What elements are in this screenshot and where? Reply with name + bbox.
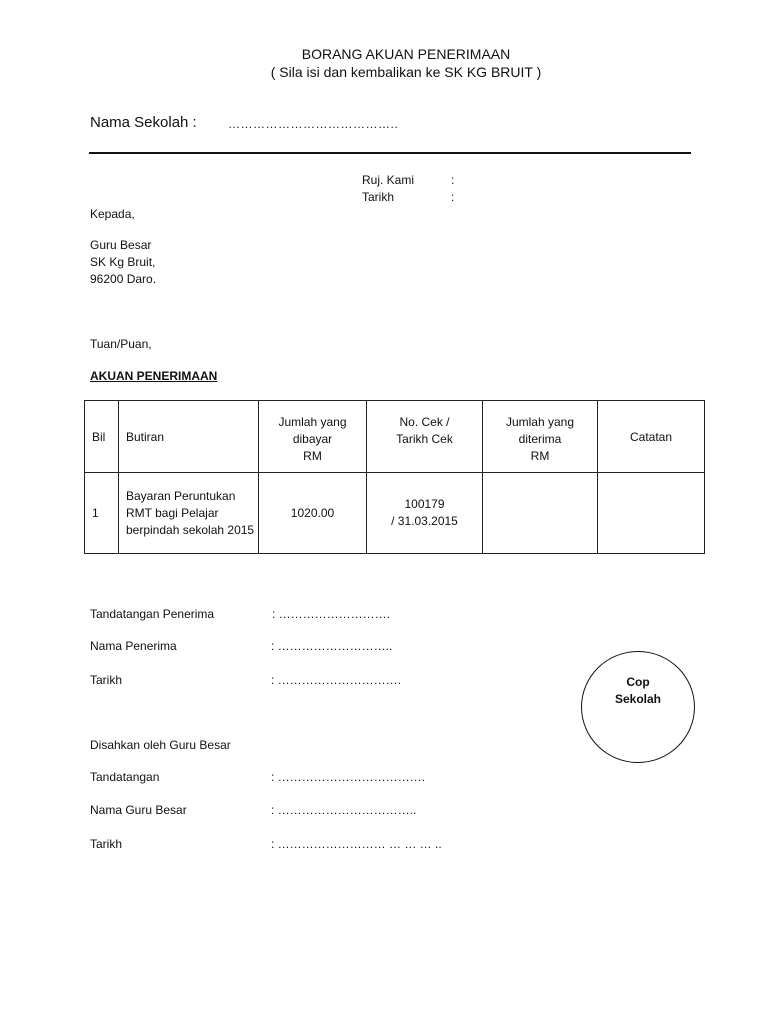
school-stamp-circle [581, 651, 695, 763]
header-divider [89, 152, 691, 154]
cell-no-cek-line: / 31.03.2015 [391, 514, 458, 528]
ruj-kami-colon: : [451, 173, 455, 187]
salutation: Tuan/Puan, [90, 337, 152, 351]
cell-catatan[interactable] [598, 473, 705, 554]
header-butiran: Butiran [119, 401, 259, 473]
recipient-signature-field[interactable]: : ………………………. [272, 607, 391, 621]
stamp-line-1: Cop [626, 675, 650, 689]
cell-bil: 1 [85, 473, 119, 554]
header-jumlah-dibayar-line: RM [303, 449, 322, 463]
cell-butiran-line: berpindah sekolah 2015 [126, 522, 255, 537]
address-line-1: Guru Besar [90, 238, 152, 252]
headmaster-name-label: Nama Guru Besar [90, 803, 187, 817]
reference-date-colon: : [451, 190, 455, 204]
headmaster-name-field[interactable]: : …………………………….. [271, 803, 417, 817]
cell-butiran [119, 473, 259, 554]
recipient-name-label: Nama Penerima [90, 639, 177, 653]
approval-signature-field[interactable]: : ………………………………. [271, 770, 426, 784]
header-jumlah-diterima-line: diterima [518, 432, 562, 446]
form-title: BORANG AKUAN PENERIMAAN [301, 46, 511, 62]
header-jumlah-dibayar [259, 401, 367, 473]
cell-butiran-line: Bayaran Peruntukan [126, 488, 236, 503]
address-line-3: 96200 Daro. [90, 272, 157, 286]
section-heading: AKUAN PENERIMAAN [90, 369, 218, 383]
reference-date-label: Tarikh [362, 190, 395, 204]
ruj-kami-label: Ruj. Kami [362, 173, 415, 187]
header-bil: Bil [85, 401, 119, 473]
approval-signature-label: Tandatangan [90, 770, 160, 784]
header-no-cek-line: Tarikh Cek [396, 432, 453, 446]
approval-date-field[interactable]: : ……………………… … … … .. [271, 837, 442, 851]
school-stamp-text [582, 674, 694, 708]
cell-no-cek-line: 100179 [404, 497, 445, 511]
school-name-label: Nama Sekolah : [90, 114, 197, 131]
stamp-line-2: Sekolah [614, 692, 662, 706]
recipient-signature-label: Tandatangan Penerima [90, 607, 215, 621]
cell-jumlah-diterima[interactable] [483, 473, 598, 554]
header-jumlah-diterima-line: Jumlah yang [505, 415, 575, 429]
table-header-row [85, 401, 705, 473]
form-subtitle: ( Sila isi dan kembalikan ke SK KG BRUIT ) [270, 64, 542, 80]
header-no-cek [367, 401, 483, 473]
school-name-field[interactable]: ………………………………….. [228, 117, 399, 131]
header-catatan: Catatan [598, 401, 705, 473]
kepada-text: Kepada, [90, 207, 135, 221]
header-jumlah-diterima-line: RM [530, 449, 550, 463]
header-no-cek-line: No. Cek / [399, 415, 450, 429]
recipient-name-field[interactable]: : ……………………….. [271, 639, 393, 653]
table-row [85, 473, 705, 554]
recipient-date-label: Tarikh [90, 673, 123, 687]
header-jumlah-dibayar-line: Jumlah yang [278, 415, 347, 429]
address-line-2: SK Kg Bruit, [90, 255, 156, 269]
cell-butiran-line: RMT bagi Pelajar [126, 505, 219, 520]
header-jumlah-diterima [483, 401, 598, 473]
receipt-table [84, 400, 705, 554]
header-jumlah-dibayar-line: dibayar [292, 432, 333, 446]
recipient-date-field[interactable]: : …………………………. [271, 673, 402, 687]
cell-no-cek [367, 473, 483, 554]
cell-jumlah-dibayar: 1020.00 [259, 473, 367, 554]
approval-heading: Disahkan oleh Guru Besar [90, 738, 231, 752]
approval-date-label: Tarikh [90, 837, 123, 851]
